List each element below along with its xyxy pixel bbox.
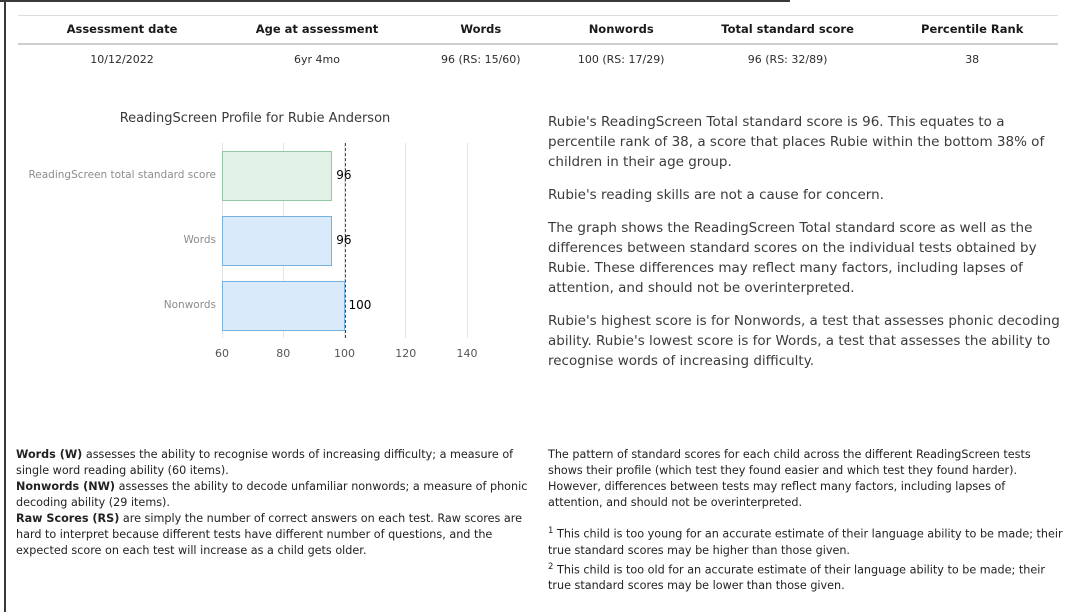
bar-value-label: 96 <box>336 168 352 182</box>
cell-percentile-rank: 38 <box>965 53 980 66</box>
bar-value-label: 100 <box>348 298 372 312</box>
bar-nonwords <box>222 281 345 331</box>
definition-nonwords-term: Nonwords (NW) <box>16 480 116 493</box>
bar-words <box>222 216 332 266</box>
y-axis-label: ReadingScreen total standard score <box>28 169 216 181</box>
cell-age-at-assessment: 6yr 4mo <box>294 53 340 66</box>
plot-area <box>222 143 467 338</box>
summary-text-block <box>548 112 1063 384</box>
x-tick-140: 140 <box>456 347 478 360</box>
profile-notes-block <box>548 447 1063 594</box>
profile-pattern-paragraph: The pattern of standard scores for each child across the different ReadingScreen tests shows their profile (which test they found easier and which test they found harder). However, differences between tests may reflect many factors, including lapses of attention, and should not be overinterpreted. <box>548 448 1031 509</box>
col-header-words: Words <box>408 16 554 45</box>
gridline-120 <box>405 143 406 338</box>
definition-raw-scores <box>16 511 532 559</box>
assessment-results-table <box>18 15 1058 74</box>
chart-title: ReadingScreen Profile for Rubie Anderson <box>119 111 391 126</box>
summary-paragraph-graph: The graph shows the ReadingScreen Total standard score as well as the differences between standard scores on the individual tests obtained by Rubie. These differences may reflect many factors, including lapses of attention, and should not be overinterpreted. <box>548 220 1037 296</box>
bar-value-label: 96 <box>336 233 352 247</box>
footnote-2-marker: 2 <box>548 561 554 572</box>
cell-assessment-date: 10/12/2022 <box>90 53 154 66</box>
summary-paragraph-score: Rubie's ReadingScreen Total standard score is 96. This equates to a percentile rank of 38, a score that places Rubie within the bottom 38% of children in their age group. <box>548 114 1045 170</box>
table-header-row <box>18 16 1058 45</box>
left-border-line <box>4 0 6 612</box>
gridline-140 <box>467 143 468 338</box>
table-row <box>18 44 1058 74</box>
x-tick-100: 100 <box>334 347 355 360</box>
test-definitions-block <box>16 447 532 559</box>
x-tick-60: 60 <box>215 347 229 360</box>
definition-raw-scores-term: Raw Scores (RS) <box>16 512 120 525</box>
y-axis-label: Nonwords <box>163 299 216 311</box>
y-axis-label: Words <box>183 234 216 246</box>
cell-nonwords-score: 100 (RS: 17/29) <box>577 53 665 66</box>
x-tick-120: 120 <box>395 347 417 360</box>
col-header-nonwords: Nonwords <box>554 16 689 45</box>
top-border-line <box>0 0 790 2</box>
summary-paragraph-highest-lowest: Rubie's highest score is for Nonwords, a test that assesses phonic decoding ability. Rubie's lowest score is for Words, a test that assesses the ability to recognise words of increasing difficulty. <box>548 313 1060 369</box>
definition-nonwords-text: assesses the ability to decode unfamiliar nonwords; a measure of phonic decoding ability (29 items). <box>16 480 528 509</box>
definition-nonwords <box>16 479 532 511</box>
definition-words-term: Words (W) <box>16 448 83 461</box>
cell-total-standard-score: 96 (RS: 32/89) <box>747 53 828 66</box>
col-header-assessment-date: Assessment date <box>18 16 226 45</box>
x-tick-80: 80 <box>276 347 291 360</box>
summary-paragraph-concern: Rubie's reading skills are not a cause for concern. <box>548 187 884 203</box>
col-header-age-at-assessment: Age at assessment <box>226 16 408 45</box>
definition-raw-scores-text: are simply the number of correct answers on each test. Raw scores are hard to interpret because different tests have different number of questions, and the expected score on each test will increase as a child gets older. <box>16 512 523 557</box>
definition-words-text: assesses the ability to recognise words of increasing difficulty; a measure of single word reading ability (60 items). <box>16 448 514 477</box>
col-header-total-standard-score: Total standard score <box>689 16 887 45</box>
footnote-too-old <box>548 559 1063 595</box>
cell-words-score: 96 (RS: 15/60) <box>440 53 521 66</box>
footnote-1-marker: 1 <box>548 526 554 536</box>
footnote-too-young <box>548 523 1063 559</box>
footnote-1-text: This child is too young for an accurate estimate of their language ability to be made; their true standard scores may be higher than those given. <box>548 527 1063 557</box>
bar-readingscreen-total-standard-score <box>222 151 332 201</box>
col-header-percentile-rank: Percentile Rank <box>886 16 1058 45</box>
definition-words <box>16 447 532 479</box>
readingscreen-profile-chart <box>20 105 520 380</box>
footnote-2-text: This child is too old for an accurate estimate of their language ability to be made; their true standard scores may be lower than those given. <box>548 563 1045 593</box>
